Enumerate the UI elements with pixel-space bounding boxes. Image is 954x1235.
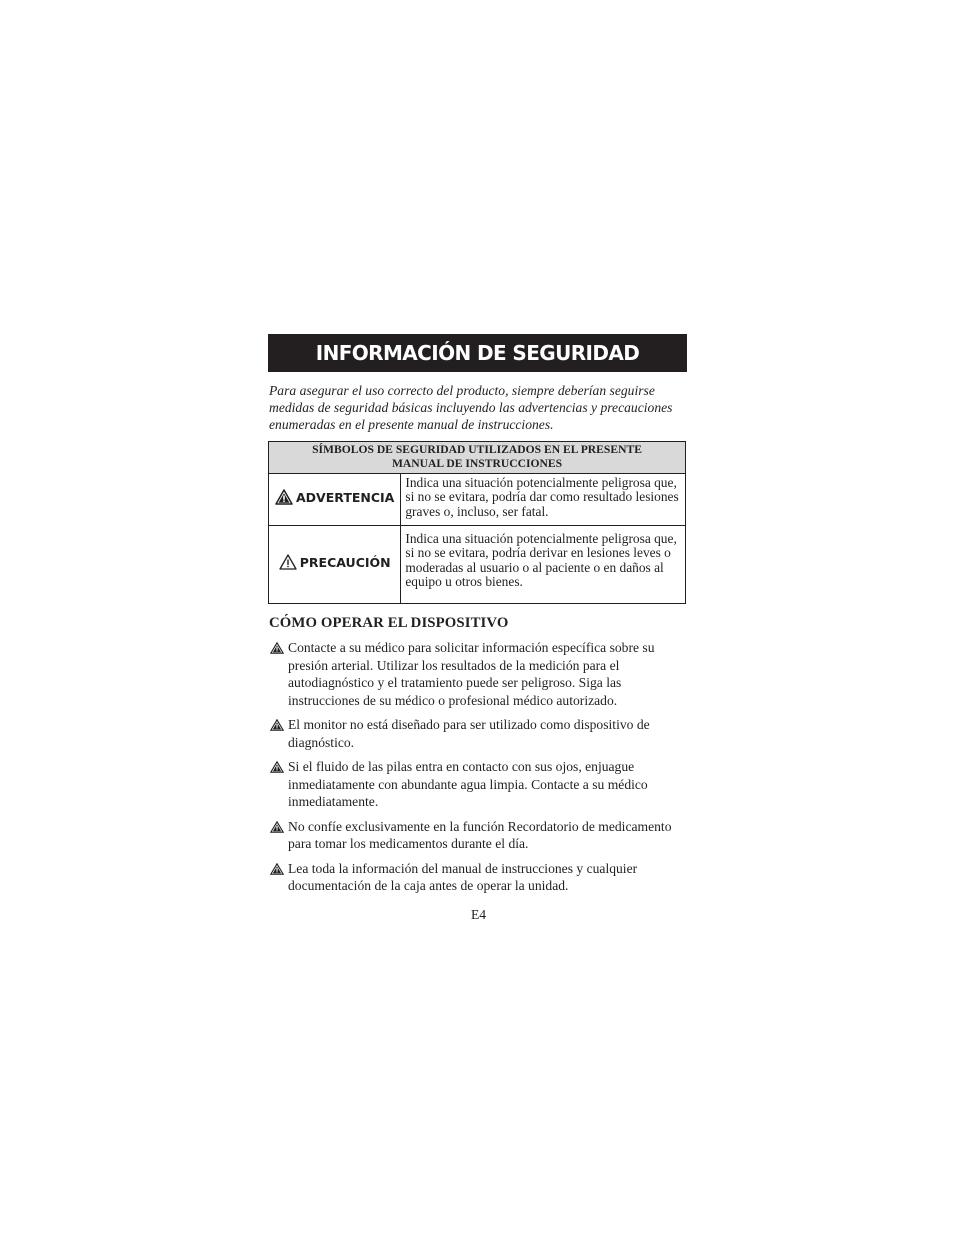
symbol-cell-advertencia <box>269 474 401 526</box>
warning-triangle-icon <box>270 719 284 731</box>
warning-text: No confíe exclusivamente en la función Recordatorio de medicamento para tomar los medicamentos durante el día. <box>288 818 672 851</box>
warning-triangle-icon <box>270 863 284 875</box>
table-row <box>269 474 686 526</box>
warning-text: Lea toda la información del manual de instrucciones y cualquier documentación de la caja antes de operar la unidad. <box>288 860 638 893</box>
table-header-line2: MANUAL DE INSTRUCCIONES <box>391 457 563 470</box>
symbol-label: ADVERTENCIA <box>296 489 395 505</box>
symbol-cell-precaucion <box>269 526 401 604</box>
intro-paragraph: Para asegurar el uso correcto del producto, siempre deberían seguirse medidas de seguridad básicas incluyendo las advertencias y precauciones enumeradas en el presente manual de instrucciones. <box>269 383 673 432</box>
safety-symbols-table <box>268 441 686 604</box>
title-bar <box>268 334 687 372</box>
warning-text: El monitor no está diseñado para ser utilizado como dispositivo de diagnóstico. <box>288 717 650 750</box>
warning-list <box>268 639 687 895</box>
warning-triangle-icon <box>275 489 293 505</box>
table-header <box>269 442 686 474</box>
table-header-row <box>269 442 686 474</box>
list-item <box>268 818 687 853</box>
symbol-label: PRECAUCIÓN <box>299 554 391 570</box>
section-title: CÓMO OPERAR EL DISPOSITIVO <box>269 615 509 631</box>
warning-text: Contacte a su médico para solicitar información específica sobre su presión arterial. Utilizar los resultados de la medición para el autodiagnóstico y el tratamiento puede ser peligroso. Siga las instrucciones de su médico o profesional médico autorizado. <box>288 640 655 708</box>
warning-triangle-icon <box>270 761 284 773</box>
warning-triangle-icon <box>270 642 284 654</box>
list-item <box>268 758 687 811</box>
symbol-description: Indica una situación potencialmente peligrosa que, si no se evitara, podría dar como resultado lesiones graves o, incluso, ser fatal. <box>401 474 686 526</box>
list-item <box>268 860 687 895</box>
symbol-description: Indica una situación potencialmente peligrosa que, si no se evitara, podría derivar en lesiones leves o moderadas al usuario o al paciente o en daños al equipo u otros bienes. <box>401 526 686 604</box>
warning-triangle-icon <box>270 821 284 833</box>
list-item <box>268 716 687 751</box>
page-number: E4 <box>470 906 487 922</box>
page-title: INFORMACIÓN DE SEGURIDAD <box>315 341 640 365</box>
caution-triangle-icon <box>279 554 297 570</box>
table-row <box>269 526 686 604</box>
list-item <box>268 639 687 709</box>
safety-page <box>268 334 687 923</box>
table-header-line1: SÍMBOLOS DE SEGURIDAD UTILIZADOS EN EL PRESENTE <box>312 443 642 456</box>
warning-text: Si el fluido de las pilas entra en contacto con sus ojos, enjuague inmediatamente con abundante agua limpia. Contacte a su médico inmediatamente. <box>288 759 648 809</box>
